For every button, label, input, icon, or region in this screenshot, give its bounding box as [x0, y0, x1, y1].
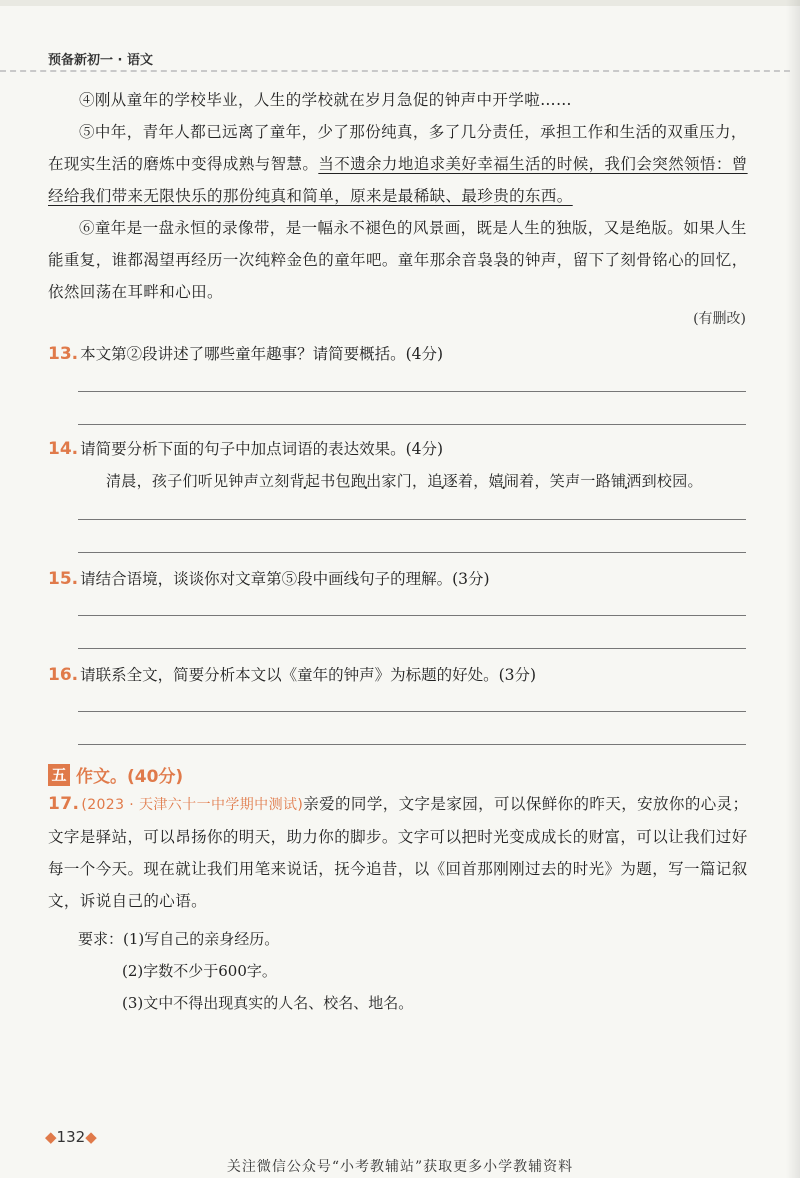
dotted-word: 背起	[289, 472, 321, 490]
dotted-word: 追逐	[427, 472, 458, 490]
paragraph-5	[48, 116, 752, 212]
answer-line[interactable]	[78, 519, 746, 520]
answer-line[interactable]	[78, 615, 746, 616]
question-number: 16.	[48, 665, 79, 685]
question-15	[48, 567, 758, 589]
quoted-sentence	[106, 470, 703, 491]
quote-text: 到校园。	[641, 472, 703, 490]
question-14	[48, 437, 758, 459]
composition-prompt	[48, 788, 758, 917]
question-text: 请结合语境，谈谈你对文章第⑤段中画线句子的理解。(3分)	[80, 570, 490, 588]
question-text: 请联系全文，简要分析本文以《童年的钟声》为标题的好处。(3分)	[80, 666, 537, 684]
answer-line[interactable]	[78, 552, 746, 553]
dotted-word: 嬉闹	[488, 472, 520, 490]
answer-line[interactable]	[78, 711, 746, 712]
question-number: 15.	[48, 569, 79, 589]
answer-line[interactable]	[78, 391, 746, 392]
answer-line[interactable]	[78, 744, 746, 745]
section-badge: 五	[48, 764, 70, 786]
header-divider	[0, 70, 790, 72]
question-13	[48, 342, 758, 364]
quote-text: 着，笑声一路	[519, 472, 611, 490]
requirement-1	[78, 928, 279, 949]
section-title: 作文。(40分)	[76, 767, 184, 787]
diamond-icon: ◆	[85, 1128, 97, 1146]
requirement-3: (3)文中不得出现真实的人名、校名、地名。	[122, 994, 414, 1012]
requirement-text: (1)写自己的亲身经历。	[123, 930, 280, 948]
question-number: 13.	[48, 344, 79, 364]
footer-note: 关注微信公众号“小考教辅站”获取更多小学教辅资料	[226, 1159, 574, 1175]
question-text: 请简要分析下面的句子中加点词语的表达效果。(4分)	[80, 440, 444, 458]
edit-note: (有删改)	[693, 311, 746, 327]
quote-text: 清晨，孩子们听见钟声立刻	[106, 472, 290, 490]
question-16	[48, 663, 758, 685]
page-number	[45, 1128, 97, 1146]
composition-text: 亲爱的同学，文字是家园，可以保鲜你的昨天，安放你的心灵；文字是驿站，可以昂扬你的明天，助力你的脚步。文字可以把时光变成成长的财富，可以让我们过好每一个今天。现在就让我们用笔来说话，抚今追昔，以《回首那刚刚过去的时光》为题，写一篇记叙文，诉说自己的心语。	[48, 795, 749, 910]
requirement-label: 要求：	[78, 930, 124, 948]
question-text: 本文第②段讲述了哪些童年趣事？请简要概括。(4分)	[80, 345, 444, 363]
quote-text: 书包	[320, 472, 351, 490]
paragraph-6: ⑥童年是一盘永恒的录像带，是一幅永不褪色的风景画，既是人生的独版，又是绝版。如果人生能重复，谁都渴望再经历一次纯粹金色的童年吧。童年那余音袅袅的钟声，留下了刻骨铭心的回忆，依然回荡在耳畔和心田。	[48, 219, 748, 301]
requirement-2: (2)字数不少于600字。	[122, 962, 277, 980]
source-label: (2023 · 天津六十一中学期中测试)	[81, 797, 304, 813]
question-number: 14.	[48, 439, 79, 459]
paragraph-4: ④刚从童年的学校毕业，人生的学校就在岁月急促的钟声中开学啦……	[79, 91, 572, 109]
answer-line[interactable]	[78, 648, 746, 649]
dotted-word: 铺洒	[610, 472, 642, 490]
paragraph-5-text: ⑤中年，青年人都已远离了童年，少了那份纯真，多了几分责任，承担工作和生活的双重压力，在现实生活的磨炼中变得成熟与智慧。	[48, 123, 747, 173]
top-edge	[0, 0, 800, 6]
question-number: 17.	[48, 794, 80, 814]
diamond-icon: ◆	[45, 1128, 57, 1146]
section-heading	[48, 762, 183, 787]
page-shadow	[786, 0, 800, 1178]
page-number-text: 132	[56, 1128, 86, 1146]
quote-text: 着，	[457, 472, 489, 490]
page-header: 预备新初一 · 语文	[48, 53, 153, 68]
paragraph-5-underlined-sentence: 当不遗余力地追求美好幸福生活的时候，我们会突然领悟：曾经给我们带来无限快乐的那份纯真和简单，原来是最稀缺、最珍贵的东西。	[48, 155, 748, 205]
quote-text: 家门，	[381, 472, 428, 490]
answer-line[interactable]	[78, 424, 746, 425]
dotted-word: 跑出	[350, 472, 382, 490]
